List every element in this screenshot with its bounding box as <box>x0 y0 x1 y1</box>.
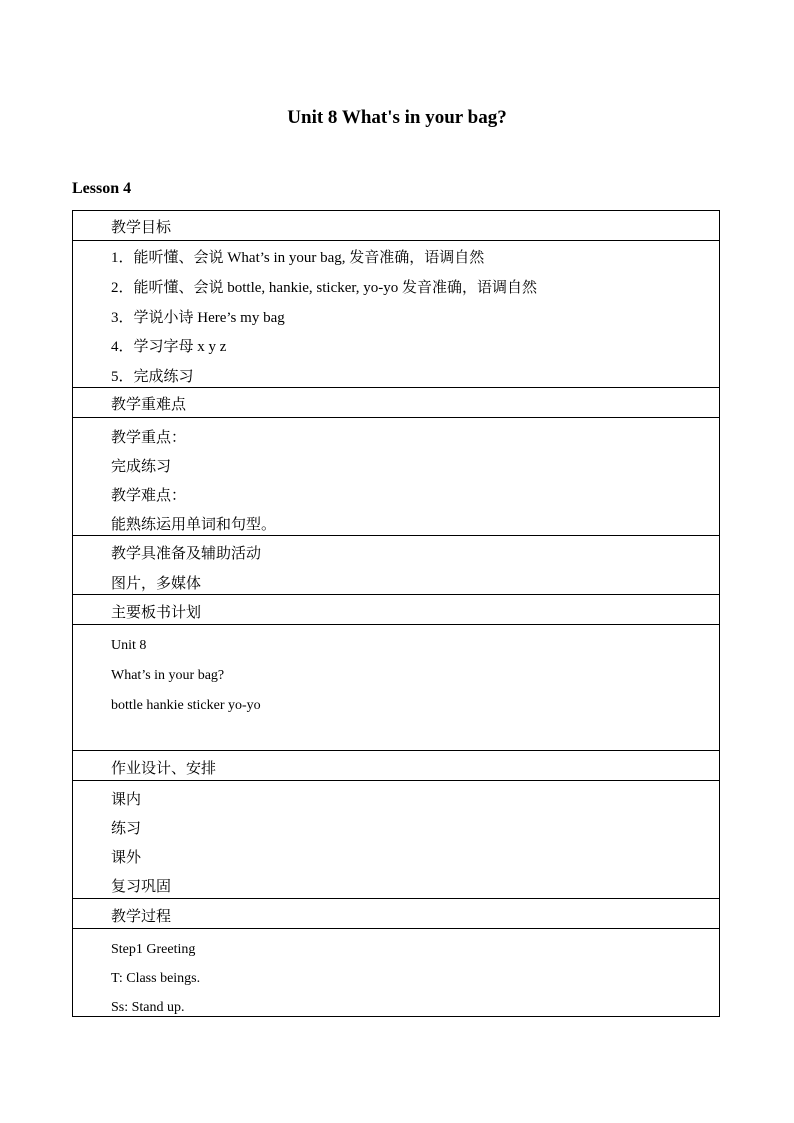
process-item: Step1 Greeting <box>111 942 196 957</box>
process-item: Ss: Stand up. <box>111 1000 185 1015</box>
goals-header-row <box>73 211 719 241</box>
goals-header: 教学目标 <box>111 220 172 236</box>
board-row <box>73 625 719 751</box>
prep-header: 教学具准备及辅助活动 <box>111 546 262 562</box>
keypoint-item: 能熟练运用单词和句型。 <box>111 517 277 533</box>
homework-item: 复习巩固 <box>111 879 172 895</box>
board-item: Unit 8 <box>111 638 147 653</box>
keypoint-item: 教学重点： <box>111 430 187 446</box>
board-item: bottle hankie sticker yo-yo <box>111 698 261 713</box>
homework-row <box>73 781 719 899</box>
document-title: Unit 8 What's in your bag? <box>287 107 507 128</box>
process-row <box>73 929 719 1017</box>
homework-item: 练习 <box>111 821 142 837</box>
goal-item: 5．完成练习 <box>111 369 194 385</box>
prep-row <box>73 536 719 595</box>
board-item: What’s in your bag? <box>111 668 225 683</box>
homework-item: 课外 <box>111 850 142 866</box>
process-header: 教学过程 <box>111 909 172 925</box>
board-header: 主要板书计划 <box>111 605 202 621</box>
keypoints-row <box>73 418 719 536</box>
goal-item: 2．能听懂、会说 bottle, hankie, sticker, yo-yo 发音准确，语调自然 <box>111 280 538 296</box>
goal-item: 4．学习字母 x y z <box>111 339 227 355</box>
process-header-row <box>73 899 719 929</box>
homework-item: 课内 <box>111 792 142 808</box>
prep-content: 图片，多媒体 <box>111 576 202 592</box>
lesson-label: Lesson 4 <box>72 180 132 197</box>
keypoint-item: 完成练习 <box>111 459 172 475</box>
board-header-row <box>73 595 719 625</box>
homework-header-row <box>73 751 719 781</box>
lesson-plan-table <box>72 210 720 1017</box>
homework-header: 作业设计、安排 <box>111 761 217 777</box>
keypoints-header: 教学重难点 <box>111 397 187 413</box>
process-item: T: Class beings. <box>111 971 201 986</box>
goal-item: 3．学说小诗 Here’s my bag <box>111 310 285 326</box>
goals-row <box>73 241 719 388</box>
keypoint-item: 教学难点： <box>111 488 187 504</box>
goal-item: 1．能听懂、会说 What’s in your bag, 发音准确，语调自然 <box>111 250 485 266</box>
keypoints-header-row <box>73 388 719 418</box>
